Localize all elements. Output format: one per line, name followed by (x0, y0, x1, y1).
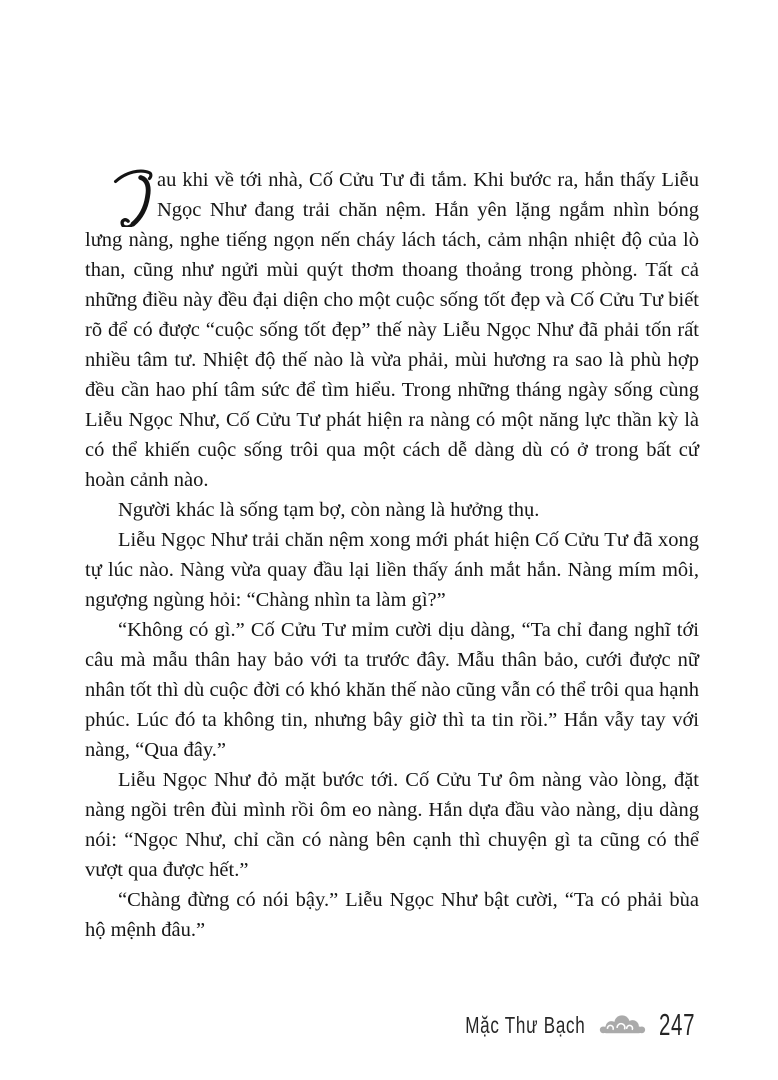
page-text (85, 165, 699, 945)
paragraph: Người khác là sống tạm bợ, còn nàng là hưởng thụ. (118, 499, 540, 521)
paragraph: Liễu Ngọc Như đỏ mặt bước tới. Cố Cửu Tư ôm nàng vào lòng, đặt nàng ngồi trên đùi mình rồi ôm eo nàng. Hắn dựa đầu vào nàng, dịu dàng nói: “Ngọc Như, chỉ cần có nàng bên cạnh thì chuyện gì ta cũng có thể vượt qua được hết.” (85, 769, 699, 881)
paragraph: “Không có gì.” Cố Cửu Tư mỉm cười dịu dàng, “Ta chỉ đang nghĩ tới câu mà mẫu thân hay bảo với ta trước đây. Mẫu thân bảo, cưới được nữ nhân tốt thì dù cuộc đời có khó khăn thế nào cũng vẫn có thể trôi qua hạnh phúc. Lúc đó ta không tin, nhưng bây giờ thì ta tin rồi.” Hắn vẫy tay với nàng, “Qua đây.” (85, 619, 699, 761)
page-number: 247 (659, 1007, 696, 1042)
paragraph: Liễu Ngọc Như trải chăn nệm xong mới phát hiện Cố Cửu Tư đã xong tự lúc nào. Nàng vừa quay đầu lại liền thấy ánh mắt hắn. Nàng mím môi, ngượng ngùng hỏi: “Chàng nhìn ta làm gì?” (85, 529, 699, 611)
drop-cap (85, 165, 157, 225)
drop-cap-letter (156, 165, 157, 166)
page-footer (423, 1008, 714, 1042)
paragraph-text: au khi về tới nhà, Cố Cửu Tư đi tắm. Khi bước ra, hắn thấy Liễu Ngọc Như đang trải chăn nệm. Hắn yên lặng ngắm nhìn bóng lưng nàng, nghe tiếng ngọn nến cháy lách tách, cảm nhận nhiệt độ của lò than, cũng như ngửi mùi quýt thơm thoang thoảng trong phòng. Tất cả những điều này đều đại diện cho một cuộc sống tốt đẹp và Cố Cửu Tư biết rõ để có được “cuộc sống tốt đẹp” thế này Liễu Ngọc Như đã phải tốn rất nhiều tâm tư. Nhiệt độ thế nào là vừa phải, mùi hương ra sao là phù hợp đều cần hao phí tâm sức để tìm hiểu. Trong những tháng ngày sống cùng Liễu Ngọc Như, Cố Cửu Tư phát hiện ra nàng có một năng lực thần kỳ là có thể khiến cuộc sống trôi qua một cách dễ dàng dù có ở trong bất cứ hoàn cảnh nào. (85, 169, 699, 491)
running-footer-author: Mặc Thư Bạch (465, 1011, 586, 1038)
drop-cap-s-glyph (110, 165, 154, 227)
cloud-ornament-icon (595, 1014, 649, 1036)
paragraph (85, 165, 699, 495)
paragraph: “Chàng đừng có nói bậy.” Liễu Ngọc Như bật cười, “Ta có phải bùa hộ mệnh đâu.” (85, 889, 699, 941)
